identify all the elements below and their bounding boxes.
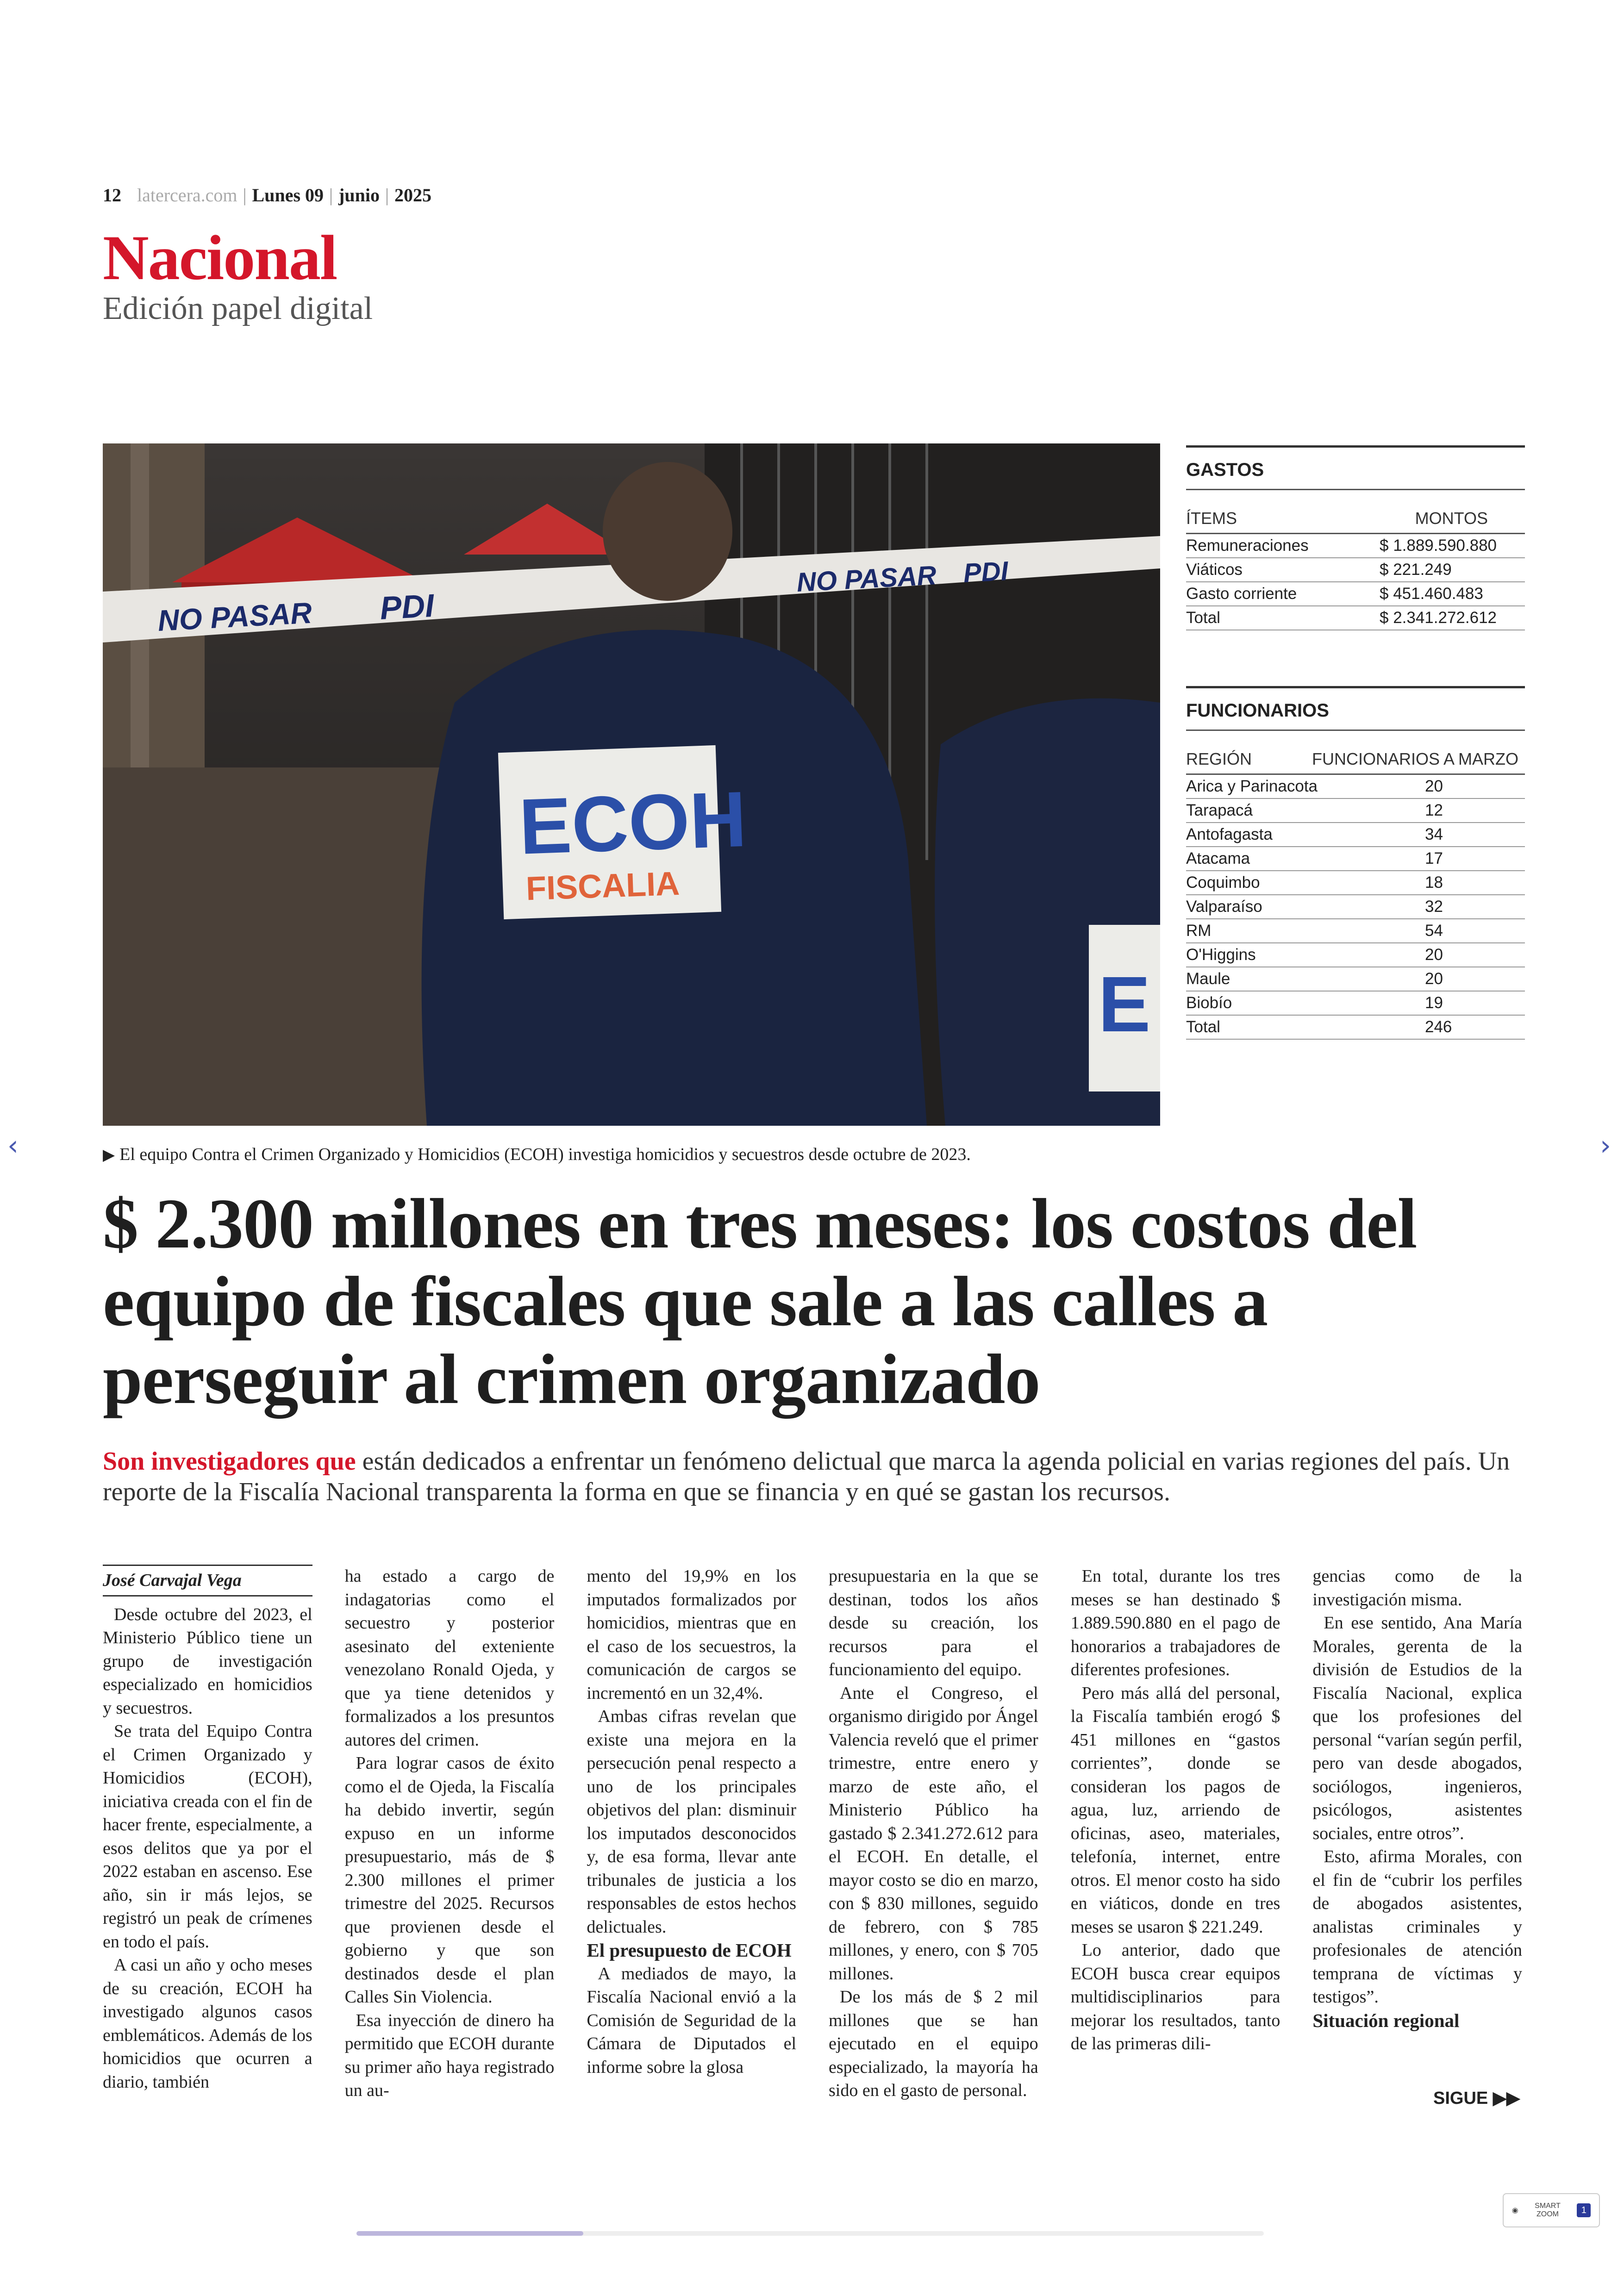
page-scrollbar[interactable] xyxy=(356,2231,1264,2236)
caption-triangle-icon: ▶ xyxy=(103,1147,115,1164)
funcionarios-cell-value: 19 xyxy=(1425,994,1443,1012)
gastos-cell-value: $ 451.460.483 xyxy=(1380,585,1483,603)
column-4-text xyxy=(829,1565,1038,2102)
column-5-text xyxy=(1071,1565,1280,2056)
caption-text: El equipo Contra el Crimen Organizado y Homicidios (ECOH) investiga homicidios y secuestros desde octubre de 2023. xyxy=(119,1145,971,1164)
lede-lead: Son investigadores que xyxy=(103,1447,356,1476)
continue-label: SIGUE xyxy=(1433,2089,1488,2108)
zoom-badge: 1 xyxy=(1577,2203,1591,2217)
paragraph: Esto, afirma Morales, con el fin de “cubrir los perfiles de abogados asistentes, analistas criminales y profesionales de atención temprana de víctimas y testigos”. xyxy=(1312,1847,1523,2007)
paragraph: En ese sentido, Ana María Morales, gerenta de la división de Estudios de la Fiscalía Nacional, explica que los profesiones del personal “varían según perfil, pero van desde abogados, sociólogos, ingenieros, psicólogos, asistentes sociales, entre otros”. xyxy=(1312,1613,1523,1843)
gastos-rows xyxy=(1186,534,1525,630)
gastos-cell-label: Total xyxy=(1186,609,1220,627)
column-6 xyxy=(1312,1565,1522,2111)
funcionarios-col-count: FUNCIONARIOS A MARZO xyxy=(1312,749,1518,768)
funcionarios-cell-value: 20 xyxy=(1425,777,1443,795)
funcionarios-rows xyxy=(1186,775,1525,1040)
funcionarios-row xyxy=(1186,919,1525,943)
paragraph: ha estado a cargo de indagatorias como el secuestro y posterior asesinato del exteniente venezolano Ronald Ojeda, y que ya tiene detenidos y formalizados a los presuntos autores del crimen. xyxy=(344,1566,555,1750)
funcionarios-row xyxy=(1186,775,1525,799)
funcionarios-cell-label: Antofagasta xyxy=(1186,825,1273,843)
svg-text:E: E xyxy=(1098,960,1151,1048)
funcionarios-cell-value: 20 xyxy=(1425,970,1443,988)
zoom-label-2: ZOOM xyxy=(1536,2210,1559,2218)
eye-icon: ◉ xyxy=(1512,2207,1518,2214)
funcionarios-col-region: REGIÓN xyxy=(1186,749,1252,768)
article-body xyxy=(103,1565,1522,2111)
paragraph: presupuestaria en la que se destinan, todos los años desde su creación, los recursos para el funcionamiento del equipo. xyxy=(829,1566,1038,1679)
tape-brand-1: PDI xyxy=(379,587,435,626)
scrollbar-thumb[interactable] xyxy=(356,2231,583,2236)
page-number: 12 xyxy=(103,185,121,206)
paragraph: mento del 19,9% en los imputados formalizados por homicidios, mientras que en el caso de los secuestros, la comunicación de cargos se incrementó en un 32,4%. xyxy=(587,1566,797,1703)
funcionarios-cell-label: Atacama xyxy=(1186,849,1250,867)
funcionarios-cell-label: Total xyxy=(1186,1018,1220,1036)
section-title: Nacional xyxy=(103,222,337,293)
date-month: junio xyxy=(338,185,380,206)
gastos-cell-label: Gasto corriente xyxy=(1186,585,1297,603)
site-name: latercera.com xyxy=(137,185,237,206)
fast-forward-icon: ▶▶ xyxy=(1493,2089,1520,2108)
smart-zoom-control[interactable] xyxy=(1503,2193,1600,2227)
funcionarios-cell-label: Arica y Parinacota xyxy=(1186,777,1318,795)
funcionarios-cell-label: RM xyxy=(1186,922,1212,940)
side-tables xyxy=(1186,445,1525,1040)
funcionarios-cell-value: 20 xyxy=(1425,946,1443,964)
date-day: Lunes 09 xyxy=(252,185,324,206)
paragraph: Para lograr casos de éxito como el de Ojeda, la Fiscalía ha debido invertir, según expuso en un informe presupuestario, más de $ 2.300 millones el primer trimestre del 2025. Recursos que provienen desde el gobierno y que son destinados desde el plan Calles Sin Violencia. xyxy=(344,1753,555,2007)
funcionarios-cell-label: O'Higgins xyxy=(1186,946,1256,964)
paragraph: En total, durante los tres meses se han destinado $ 1.889.590.880 en el pago de honorarios a trabajadores de diferentes profesiones. xyxy=(1070,1566,1280,1679)
gastos-table xyxy=(1186,445,1525,630)
paragraph: Pero más allá del personal, la Fiscalía también erogó $ 451 millones en “gastos corrientes”, donde se consideran los pagos de agua, luz, arriendo de oficinas, aseo, materiales, telefonía, internet, entre otros. El menor costo ha sido en viáticos, donde en tres meses se usaron $ 221.249. xyxy=(1070,1683,1280,1937)
paragraph: A mediados de mayo, la Fiscalía Nacional envió a la Comisión de Seguridad de la Cámara de Diputados el informe sobre la glosa xyxy=(587,1964,797,2077)
column-3b-text xyxy=(587,1962,796,2079)
funcionarios-row xyxy=(1186,871,1525,895)
photo-caption xyxy=(103,1144,971,1165)
paragraph: Desde octubre del 2023, el Ministerio Público tiene un grupo de investigación especializado en homicidios y secuestros. xyxy=(103,1604,312,1718)
subhead-presupuesto: El presupuesto de ECOH xyxy=(587,1940,792,1961)
article-photo xyxy=(103,443,1160,1126)
paragraph: A casi un año y ocho meses de su creación, ECOH ha investigado algunos casos emblemáticos. Además de los homicidios que ocurren a diario, también xyxy=(103,1955,312,2092)
headline: $ 2.300 millones en tres meses: los costos del equipo de fiscales que sale a las calles a perseguir al crimen organizado xyxy=(103,1185,1417,1419)
funcionarios-row xyxy=(1186,967,1525,992)
paragraph: gencias como de la investigación misma. xyxy=(1312,1566,1523,1609)
funcionarios-cell-value: 12 xyxy=(1425,801,1443,819)
gastos-row xyxy=(1186,606,1525,630)
column-2-text xyxy=(345,1565,555,2102)
date-year: 2025 xyxy=(394,185,431,206)
gastos-cell-value: $ 2.341.272.612 xyxy=(1380,609,1497,627)
funcionarios-cell-value: 54 xyxy=(1425,922,1443,940)
edition-label: Edición papel digital xyxy=(103,291,373,326)
prev-page-button[interactable]: ‹ xyxy=(7,1129,19,1162)
funcionarios-cell-label: Coquimbo xyxy=(1186,873,1260,892)
paragraph: Ante el Congreso, el organismo dirigido por Ángel Valencia reveló que el primer trimestre, entre enero y marzo de este año, el Ministerio Público ha gastado $ 2.341.272.612 para el ECOH. En detalle, el mayor costo se dio en marzo, con $ 830 millones, seguido de febrero, con $ 785 millones, y enero, con $ 705 millones. xyxy=(829,1683,1038,1983)
paragraph: Lo anterior, dado que ECOH busca crear equipos multidisciplinarios para mejorar los resultados, tanto de las primeras dili- xyxy=(1070,1940,1280,2053)
jacket-fiscalia: FISCALIA xyxy=(525,865,681,908)
column-4 xyxy=(829,1565,1038,2111)
funcionarios-cell-value: 246 xyxy=(1425,1018,1452,1036)
column-2 xyxy=(345,1565,555,2111)
gastos-title: GASTOS xyxy=(1186,445,1525,490)
jacket-ecoh: ECOH xyxy=(518,775,748,871)
lede-rest: están dedicados a enfrentar un fenómeno delictual que marca la agenda policial en varias regiones del país. Un reporte de la Fiscalía Nacional transparenta la forma en que se financia y en qué se gastan los recursos. xyxy=(103,1447,1510,1506)
column-1-text xyxy=(103,1603,312,2094)
gastos-row xyxy=(1186,534,1525,558)
photo-scene xyxy=(103,443,1160,1126)
funcionarios-cell-value: 17 xyxy=(1425,849,1443,867)
zoom-label-1: SMART xyxy=(1535,2202,1561,2210)
next-page-button[interactable]: › xyxy=(1600,1129,1611,1162)
gastos-cell-label: Remuneraciones xyxy=(1186,536,1309,555)
funcionarios-title: FUNCIONARIOS xyxy=(1186,686,1525,731)
column-3 xyxy=(587,1565,796,2111)
continue-link[interactable] xyxy=(1433,2088,1520,2108)
funcionarios-cell-label: Maule xyxy=(1186,970,1230,988)
paragraph: De los más de $ 2 mil millones que se han ejecutado en el equipo especializado, la mayoría ha sido en el gasto de personal. xyxy=(829,1987,1038,2100)
gastos-col-items: ÍTEMS xyxy=(1186,509,1237,528)
funcionarios-cell-value: 34 xyxy=(1425,825,1443,843)
funcionarios-row xyxy=(1186,847,1525,871)
paragraph: Esa inyección de dinero ha permitido que ECOH durante su primer año haya registrado un au- xyxy=(344,2010,555,2100)
tape-brand-2: PDI xyxy=(962,556,1009,588)
funcionarios-row xyxy=(1186,895,1525,919)
column-1 xyxy=(103,1565,312,2111)
paragraph: Se trata del Equipo Contra el Crimen Organizado y Homicidios (ECOH), iniciativa creada con el fin de hacer frente, especialmente, a esos delitos que ya por el 2022 estaban en ascenso. Ese año, sin ir más lejos, se registró un peak de crímenes en todo el país. xyxy=(103,1721,312,1952)
gastos-col-montos: MONTOS xyxy=(1415,509,1488,528)
funcionarios-cell-value: 32 xyxy=(1425,898,1443,916)
funcionarios-table xyxy=(1186,686,1525,1040)
gastos-row xyxy=(1186,558,1525,582)
funcionarios-cell-label: Biobío xyxy=(1186,994,1232,1012)
paragraph: Ambas cifras revelan que existe una mejora en la persecución penal respecto a uno de los principales objetivos del plan: disminuir los imputados desconocidos y, de esa forma, llevar ante tribunales de justicia a los responsables de estos hechos delictuales. xyxy=(587,1707,797,1937)
gastos-cell-value: $ 221.249 xyxy=(1380,561,1452,579)
gastos-row xyxy=(1186,582,1525,606)
gastos-cell-label: Viáticos xyxy=(1186,561,1243,579)
funcionarios-cell-label: Tarapacá xyxy=(1186,801,1253,819)
byline: José Carvajal Vega xyxy=(103,1565,312,1597)
lede xyxy=(103,1446,1519,1507)
gastos-cell-value: $ 1.889.590.880 xyxy=(1380,536,1497,555)
tape-text-2: NO PASAR xyxy=(796,560,937,598)
funcionarios-row xyxy=(1186,1016,1525,1040)
funcionarios-row xyxy=(1186,799,1525,823)
funcionarios-row xyxy=(1186,823,1525,847)
page-header: 12 latercera.com | Lunes 09 | junio | 2025 xyxy=(103,185,431,206)
column-5 xyxy=(1071,1565,1280,2111)
tape-text-1: NO PASAR xyxy=(156,596,313,637)
funcionarios-cell-label: Valparaíso xyxy=(1186,898,1262,916)
subhead-situacion: Situación regional xyxy=(1312,2009,1460,2031)
funcionarios-row xyxy=(1186,943,1525,967)
column-3-text xyxy=(587,1565,796,1939)
funcionarios-cell-value: 18 xyxy=(1425,873,1443,892)
column-6-text xyxy=(1312,1565,1522,2009)
funcionarios-row xyxy=(1186,992,1525,1016)
